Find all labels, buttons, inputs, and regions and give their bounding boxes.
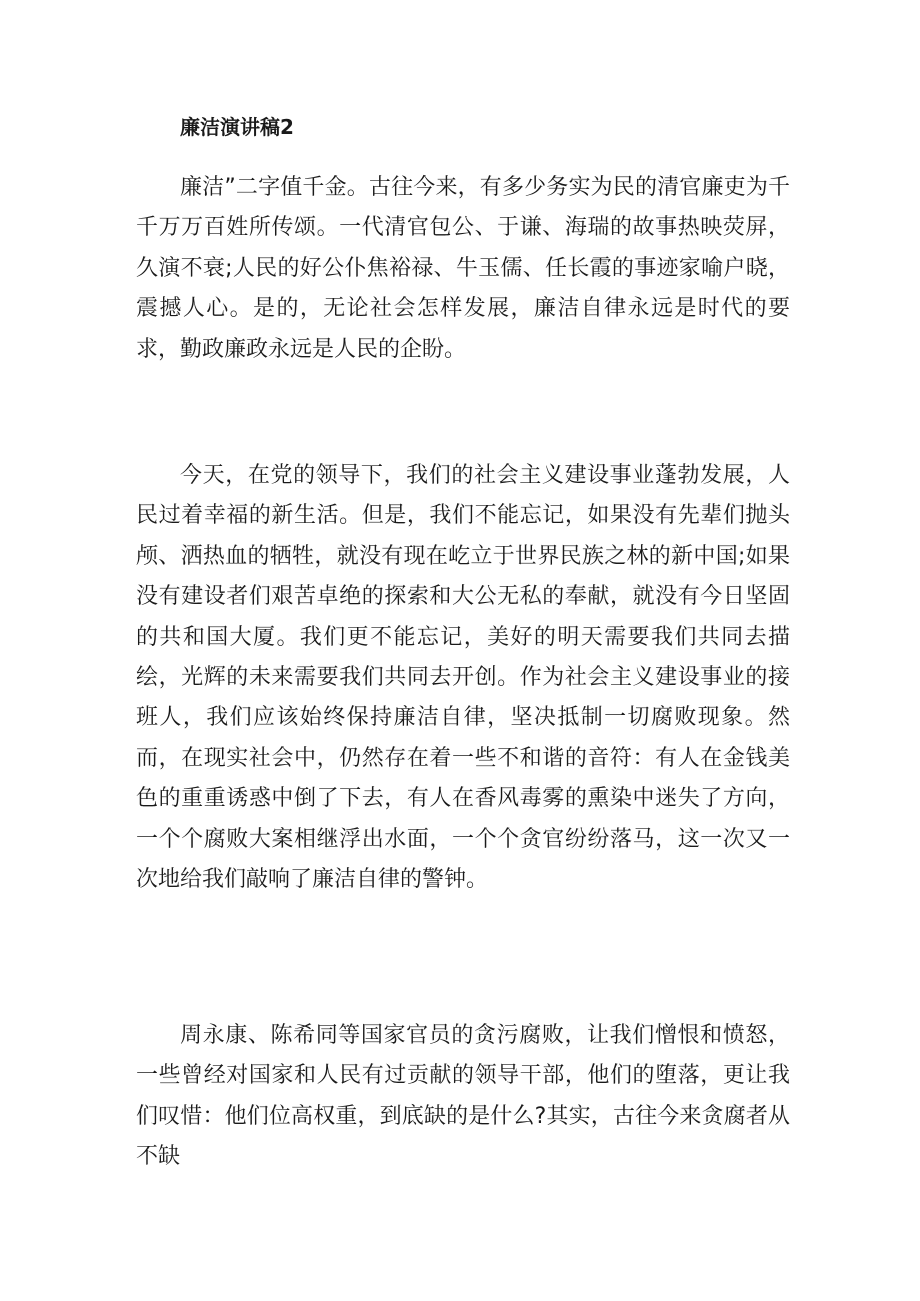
paragraph-3: 周永康、陈希同等国家官员的贪污腐败，让我们憎恨和愤怒，一些曾经对国家和人民有过贡献的领导干部，他们的堕落，更让我们叹惜：他们位高权重，到底缺的是什么?其实，古往今来贪腐者从不缺 <box>136 1023 790 1170</box>
paragraph-1: 廉洁”二字值千金。古往今来，有多少务实为民的清官廉吏为千千万万百姓所传颂。一代清官包公、于谦、海瑞的故事热映荧屏，久演不衰;人民的好公仆焦裕禄、牛玉儒、任长霞的事迹家喻户晓，震撼人心。是的，无论社会怎样发展，廉洁自律永远是时代的要求，勤政廉政永远是人民的企盼。 <box>136 175 790 362</box>
document-title: 廉洁演讲稿2 <box>180 115 294 139</box>
paragraph-2: 今天，在党的领导下，我们的社会主义建设事业蓬勃发展，人民过着幸福的新生活。但是，我们不能忘记，如果没有先辈们抛头颅、洒热血的牺牲，就没有现在屹立于世界民族之林的新中国;如果没有建设者们艰苦卓绝的探索和大公无私的奉献，就没有今日坚固的共和国大厦。我们更不能忘记，美好的明天需要我们共同去描绘，光辉的未来需要我们共同去开创。作为社会主义建设事业的接班人，我们应该始终保持廉洁自律，坚决抵制一切腐败现象。然而，在现实社会中，仍然存在着一些不和谐的音符：有人在金钱美色的重重诱惑中倒了下去，有人在香风毒雾的熏染中迷失了方向，一个个腐败大案相继浮出水面，一个个贪官纷纷落马，这一次又一次地给我们敲响了廉洁自律的警钟。 <box>136 463 790 893</box>
